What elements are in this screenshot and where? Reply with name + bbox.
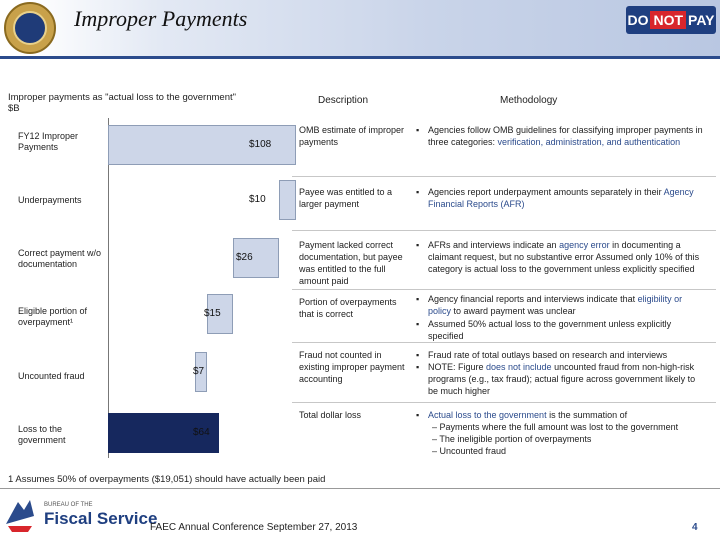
category-label: FY12 Improper Payments: [18, 131, 79, 152]
desc-correct-payment: Payment lacked correct documentation, but payee was entitled to the full amount paid: [299, 240, 403, 286]
footer-rule: [0, 488, 720, 489]
bullet-icon: ▪: [416, 410, 420, 420]
category-label: Loss to the government: [18, 424, 66, 445]
bar-value-label: $108: [249, 139, 272, 150]
page-number: 4: [692, 522, 698, 533]
category-label: Underpayments: [18, 195, 82, 205]
desc-loss: Total dollar loss: [299, 410, 362, 420]
bullet-icon: ▪: [416, 294, 420, 304]
logo-not: NOT: [650, 11, 686, 29]
chart-axis: [108, 118, 109, 458]
row-separator: [292, 402, 716, 403]
bar-value-label: $10: [249, 194, 266, 205]
row-separator: [292, 176, 716, 177]
desc-eligible-portion: Portion of overpayments that is correct: [299, 297, 397, 319]
desc-underpayments: Payee was entitled to a larger payment: [299, 187, 393, 209]
category-label: Eligible portion of overpayment¹: [18, 306, 88, 327]
meth-text: Assumed 50% actual loss to the government unless explicitly specified: [428, 319, 672, 341]
bullet-icon: ▪: [416, 187, 420, 197]
fiscal-service-logo: [4, 496, 158, 536]
logo-do: DO: [627, 12, 649, 28]
bar-value-label: $26: [236, 252, 253, 263]
sub-item: – The ineligible portion of overpayments: [432, 434, 592, 444]
chart-heading: [8, 92, 288, 114]
footnote: 1 Assumes 50% of overpayments ($19,051) should have actually been paid: [8, 474, 326, 485]
bullet-icon: ▪: [416, 319, 420, 329]
category-label: Uncounted fraud: [18, 371, 85, 381]
meth-text: NOTE: Figure does not include uncounted fraud from non-high-risk programs (e.g., tax fraud); actual figure across government likely to be much higher: [428, 362, 696, 396]
meth-text: Agencies report underpayment amounts separately in their Agency Financial Reports (AFR): [428, 187, 694, 209]
eagle-icon: [6, 500, 34, 524]
bullet-icon: ▪: [416, 125, 420, 135]
meth-text: Fraud rate of total outlays based on research and interviews: [428, 350, 668, 360]
logo-pay: PAY: [688, 12, 715, 28]
row-separator: [292, 342, 716, 343]
header-rule: [0, 56, 720, 59]
meth-text: Actual loss to the government is the summation of – Payments where the full amount was lost to the government – The ineligible portion of overpayments – Uncounted fraud: [428, 409, 704, 457]
page-title: Improper Payments: [74, 6, 248, 31]
bullet-icon: ▪: [416, 362, 420, 372]
chart-heading-text: Improper payments as "actual loss to the government": [8, 92, 236, 103]
bullet-icon: ▪: [416, 350, 420, 360]
row-separator: [292, 289, 716, 290]
logo-small-text: BUREAU OF THE: [44, 502, 93, 508]
methodology-heading: Methodology: [500, 95, 558, 106]
category-label: Correct payment w/o documentation: [18, 248, 102, 269]
conference-text: FAEC Annual Conference September 27, 2013: [150, 522, 358, 533]
desc-uncounted-fraud: Fraud not counted in existing improper payment accounting: [299, 350, 405, 384]
desc-fy12: OMB estimate of improper payments: [299, 125, 405, 147]
row-separator: [292, 230, 716, 231]
meth-text: AFRs and interviews indicate an agency error in documenting a claimant request, but no substantive error Assumed only 10% of this category is actual loss to the government unless explicitly specified: [428, 240, 700, 274]
treasury-seal-icon: [4, 2, 56, 54]
meth-text: Agencies follow OMB guidelines for classifying improper payments in three categories: verification, administration, and authentication: [428, 125, 703, 147]
logo-big-text: Fiscal Service: [44, 509, 158, 528]
bar-value-label: $64: [193, 427, 210, 438]
chart-unit: $B: [8, 103, 20, 114]
sub-item: – Uncounted fraud: [432, 446, 507, 456]
meth-text: Agency financial reports and interviews indicate that eligibility or policy to award payment was unclear: [428, 294, 683, 316]
sub-item: – Payments where the full amount was lost to the government: [432, 422, 679, 432]
description-heading: Description: [318, 95, 369, 106]
bar-value-label: $7: [193, 366, 205, 377]
bar-value-label: $15: [204, 308, 221, 319]
do-not-pay-logo: [626, 6, 716, 34]
bullet-icon: ▪: [416, 240, 420, 250]
bar-1: [279, 180, 296, 220]
